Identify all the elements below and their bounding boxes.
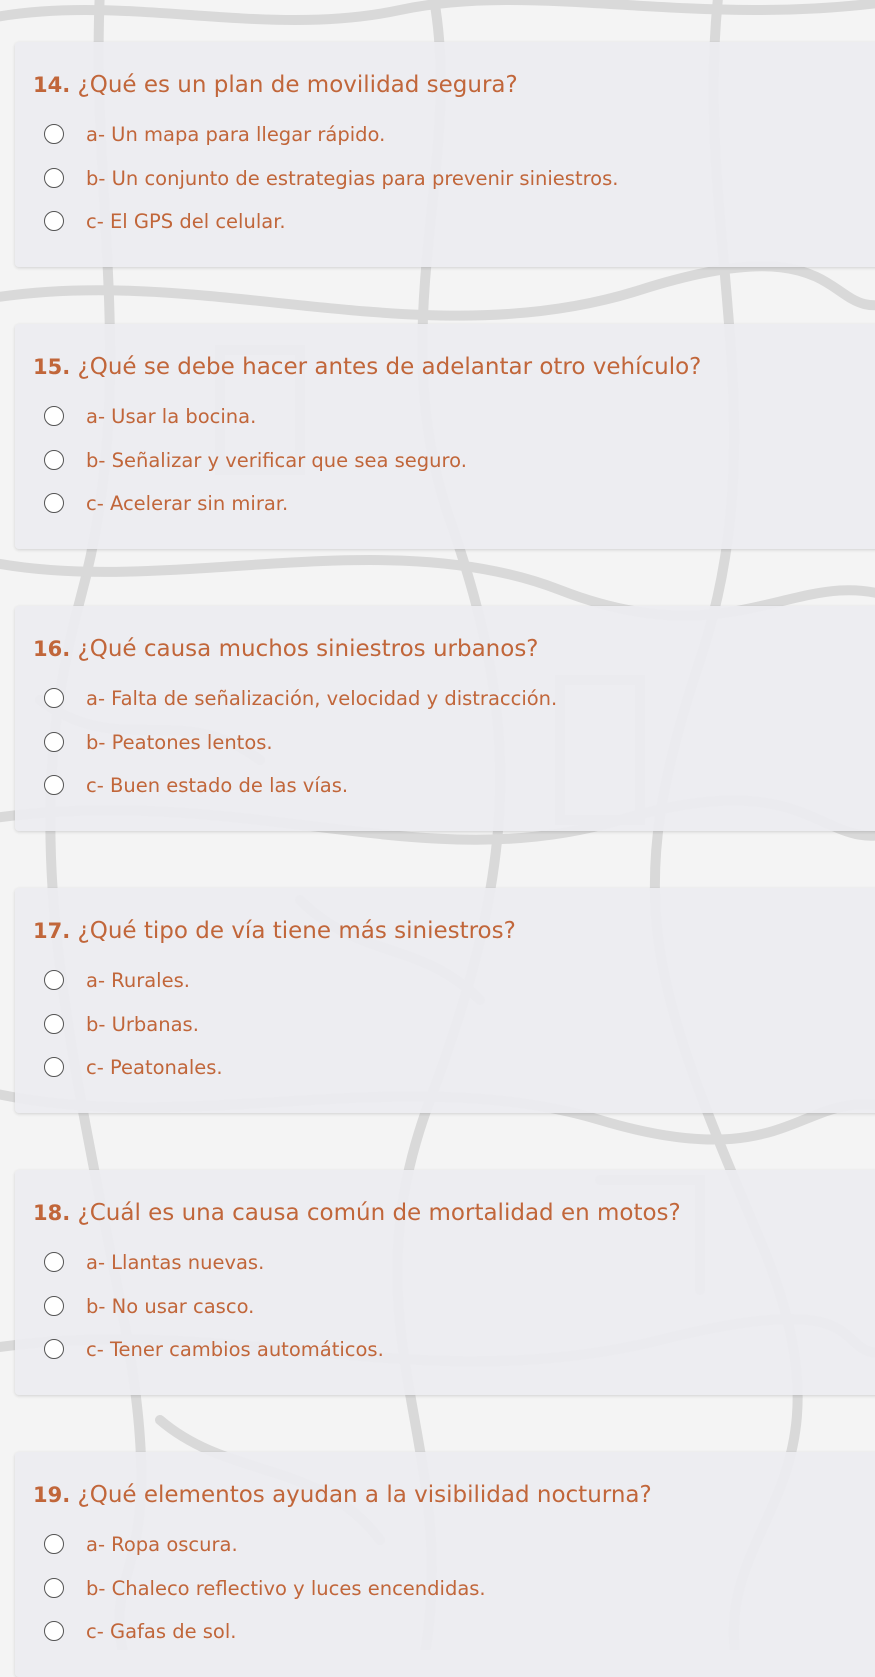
radio-button[interactable] [44, 1057, 64, 1077]
option-label: b- No usar casco. [86, 1294, 255, 1318]
question-number: 14. [33, 73, 71, 97]
option-label: b- Urbanas. [86, 1012, 199, 1036]
option-label: c- Gafas de sol. [86, 1619, 237, 1643]
question-text: ¿Qué tipo de vía tiene más siniestros? [77, 918, 516, 944]
question-number: 17. [33, 919, 71, 943]
radio-button[interactable] [44, 1534, 64, 1554]
question-number: 16. [33, 637, 71, 661]
question-title [33, 918, 516, 944]
answer-option-c[interactable] [44, 206, 286, 236]
option-label: b- Señalizar y verificar que sea seguro. [86, 448, 467, 472]
option-label: c- El GPS del celular. [86, 209, 286, 233]
option-label: b- Chaleco reflectivo y luces encendidas. [86, 1576, 486, 1600]
question-card-14 [15, 42, 875, 267]
radio-button[interactable] [44, 406, 64, 426]
radio-button[interactable] [44, 1296, 64, 1316]
answer-option-b[interactable] [44, 1009, 199, 1039]
radio-button[interactable] [44, 450, 64, 470]
option-label: a- Ropa oscura. [86, 1532, 238, 1556]
answer-option-a[interactable] [44, 965, 190, 995]
answer-option-a[interactable] [44, 1529, 238, 1559]
option-label: a- Falta de señalización, velocidad y distracción. [86, 686, 558, 710]
answer-option-a[interactable] [44, 119, 385, 149]
radio-button[interactable] [44, 211, 64, 231]
radio-button[interactable] [44, 775, 64, 795]
question-card-16 [15, 606, 875, 831]
question-text: ¿Cuál es una causa común de mortalidad en motos? [77, 1200, 681, 1226]
question-title [33, 636, 539, 662]
question-number: 19. [33, 1483, 71, 1507]
answer-option-c[interactable] [44, 1334, 384, 1364]
question-card-15 [15, 324, 875, 549]
radio-button[interactable] [44, 168, 64, 188]
answer-option-b[interactable] [44, 1573, 486, 1603]
answer-option-b[interactable] [44, 445, 467, 475]
answer-option-a[interactable] [44, 401, 256, 431]
question-number: 18. [33, 1201, 71, 1225]
answer-option-a[interactable] [44, 1247, 264, 1277]
question-title [33, 1200, 681, 1226]
radio-button[interactable] [44, 970, 64, 990]
option-label: c- Buen estado de las vías. [86, 773, 349, 797]
radio-button[interactable] [44, 1621, 64, 1641]
option-label: a- Llantas nuevas. [86, 1250, 265, 1274]
answer-option-a[interactable] [44, 683, 557, 713]
question-text: ¿Qué causa muchos siniestros urbanos? [77, 636, 539, 662]
option-label: c- Tener cambios automáticos. [86, 1337, 384, 1361]
question-title [33, 72, 518, 98]
radio-button[interactable] [44, 124, 64, 144]
question-card-19 [15, 1452, 875, 1677]
question-card-18 [15, 1170, 875, 1395]
answer-option-c[interactable] [44, 1052, 223, 1082]
question-text: ¿Qué es un plan de movilidad segura? [77, 72, 518, 98]
question-number: 15. [33, 355, 71, 379]
radio-button[interactable] [44, 1252, 64, 1272]
option-label: b- Un conjunto de estrategias para prevenir siniestros. [86, 166, 619, 190]
answer-option-b[interactable] [44, 1291, 254, 1321]
radio-button[interactable] [44, 688, 64, 708]
answer-option-c[interactable] [44, 1616, 236, 1646]
question-text: ¿Qué se debe hacer antes de adelantar otro vehículo? [77, 354, 702, 380]
answer-option-c[interactable] [44, 488, 288, 518]
option-label: c- Peatonales. [86, 1055, 223, 1079]
option-label: b- Peatones lentos. [86, 730, 273, 754]
answer-option-b[interactable] [44, 163, 618, 193]
question-title [33, 1482, 652, 1508]
answer-option-b[interactable] [44, 727, 273, 757]
answer-option-c[interactable] [44, 770, 348, 800]
option-label: a- Rurales. [86, 968, 190, 992]
option-label: a- Un mapa para llegar rápido. [86, 122, 386, 146]
question-title [33, 354, 701, 380]
radio-button[interactable] [44, 1578, 64, 1598]
option-label: c- Acelerar sin mirar. [86, 491, 289, 515]
radio-button[interactable] [44, 1339, 64, 1359]
option-label: a- Usar la bocina. [86, 404, 257, 428]
radio-button[interactable] [44, 1014, 64, 1034]
question-card-17 [15, 888, 875, 1113]
question-text: ¿Qué elementos ayudan a la visibilidad nocturna? [77, 1482, 652, 1508]
radio-button[interactable] [44, 493, 64, 513]
radio-button[interactable] [44, 732, 64, 752]
